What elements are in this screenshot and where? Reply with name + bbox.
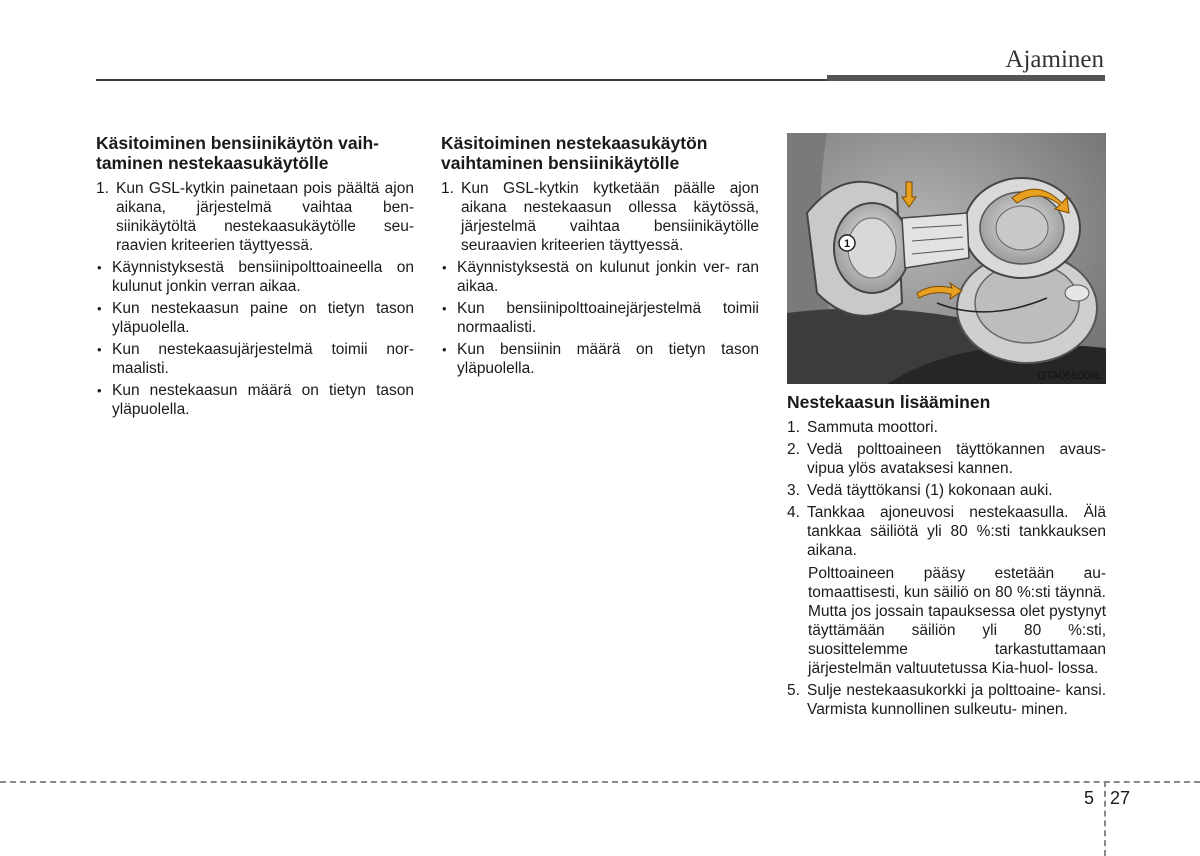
step-number: 2.: [787, 441, 800, 458]
column-lpg-refuelling: [787, 392, 1106, 722]
list-item: [787, 440, 1106, 478]
figure-caption: OTA055009L: [1037, 370, 1102, 382]
callout-1: 1: [843, 238, 851, 250]
step-text: Kun GSL-kytkin kytketään päälle ajon aikana nestekaasun ollessa käytössä, järjestelmä vaihtaa bensiinikäytölle seuraavien kriteerien täyttyessä.: [461, 180, 759, 254]
list-item: • Kun nestekaasujärjestelmä toimii nor- maalisti.: [96, 340, 414, 378]
criteria-list: [96, 258, 414, 419]
list-item: [787, 481, 1106, 500]
step-number: 1.: [96, 180, 109, 197]
chapter-number: 5: [1084, 788, 1095, 808]
header-rule-accent: [827, 75, 1105, 81]
list-item: • Kun bensiinin määrä on tietyn tason yläpuolella.: [441, 340, 759, 378]
list-item: [441, 179, 759, 255]
list-item: • Käynnistyksestä bensiinipolttoaineella on kulunut jonkin verran aikaa.: [96, 258, 414, 296]
note-paragraph: Polttoaineen pääsy estetään au- tomaattisesti, kun säiliö on 80 %:sti täynnä. Mutta jos jossain tapauksessa olet pystynyt täyttämään säiliön yli 80 %:sti, suosittelemme tarkastuttamaan järjestelmän valtuutetussa Kia-huol- lossa.: [808, 565, 1106, 677]
heading-lpg-to-gasoline: Käsitoiminen nestekaasukäytön vaihtaminen bensiinikäytölle: [441, 133, 708, 173]
step-text: Vedä täyttökansi (1) kokonaan auki.: [807, 482, 1053, 499]
list-item: [787, 503, 1106, 560]
step-text: Sulje nestekaasukorkki ja polttoaine- kansi. Varmista kunnollinen sulkeutu- minen.: [807, 682, 1106, 718]
step-number: 3.: [787, 482, 800, 499]
footer-divider: [1104, 781, 1106, 856]
step-number: 5.: [787, 682, 800, 699]
column-gasoline-to-lpg: [96, 133, 414, 422]
list-item: [787, 418, 1106, 437]
list-item: • Kun bensiinipolttoainejärjestelmä toimii normaalisti.: [441, 299, 759, 337]
footer-rule: [0, 781, 1200, 783]
step-text: Tankkaa ajoneuvosi nestekaasulla. Älä tankkaa säiliötä yli 80 %:sti tankkauksen aikana.: [807, 504, 1106, 559]
criteria-list: [441, 258, 759, 378]
header-rule: [96, 79, 827, 81]
step-number: 1.: [441, 180, 454, 197]
step-text: Vedä polttoaineen täyttökannen avaus- vipua ylös avataksesi kannen.: [807, 441, 1106, 477]
step-text: Kun GSL-kytkin painetaan pois päältä ajon aikana, järjestelmä vaihtaa ben- siinikäytöltä nestekaasukäytölle seu- raavien kriteerien täyttyessä.: [116, 180, 414, 254]
list-item: • Kun nestekaasun määrä on tietyn tason yläpuolella.: [96, 381, 414, 419]
list-item: [96, 179, 414, 255]
step-number: 4.: [787, 504, 800, 521]
list-item: • Käynnistyksestä on kulunut jonkin ver- ran aikaa.: [441, 258, 759, 296]
step-text: Sammuta moottori.: [807, 419, 938, 436]
heading-lpg-refuelling: Nestekaasun lisääminen: [787, 392, 991, 412]
list-item: • Kun nestekaasun paine on tietyn tason yläpuolella.: [96, 299, 414, 337]
list-item: [787, 681, 1106, 719]
fuel-door-drawing: [787, 133, 1106, 384]
fuel-filler-illustration: [787, 133, 1106, 384]
column-lpg-to-gasoline: [441, 133, 759, 381]
heading-gasoline-to-lpg: Käsitoiminen bensiinikäytön vaih- taminen nestekaasukäytölle: [96, 133, 379, 173]
page-number: 27: [1110, 788, 1131, 808]
section-title: Ajaminen: [1005, 46, 1104, 73]
step-number: 1.: [787, 419, 800, 436]
refuelling-steps: [787, 418, 1106, 560]
